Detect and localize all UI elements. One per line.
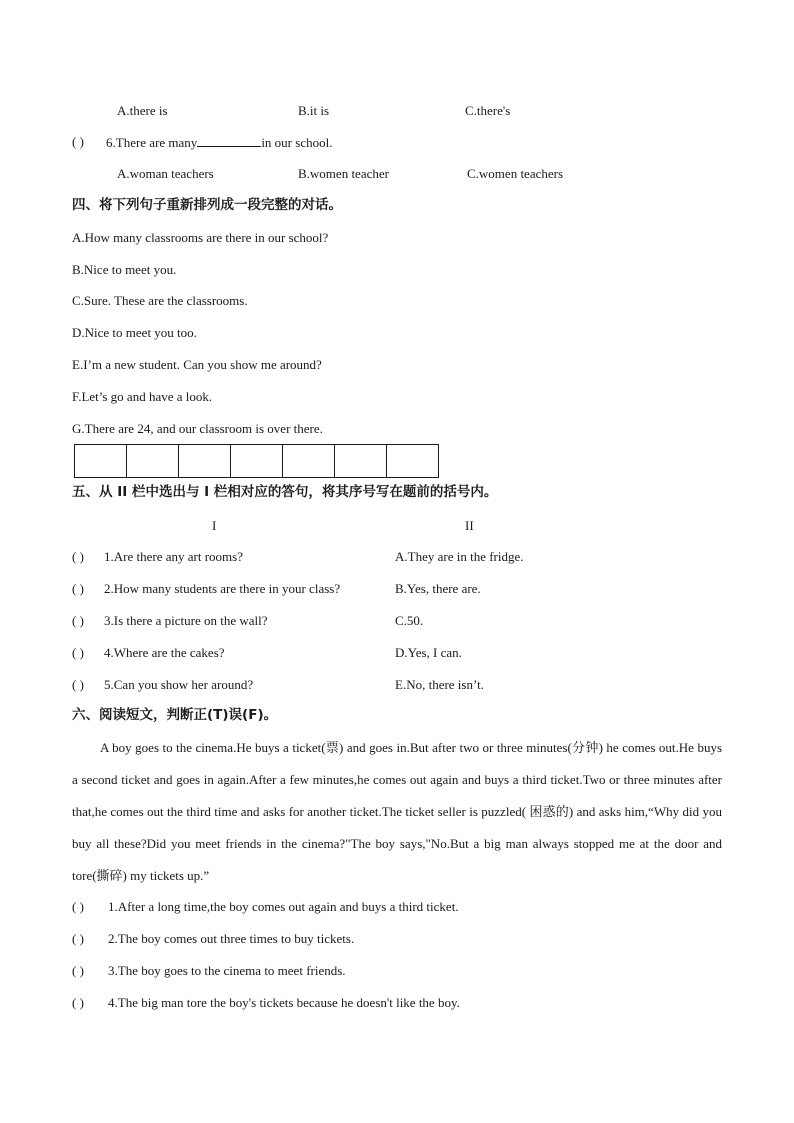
- q6-blank[interactable]: [197, 134, 261, 147]
- section6-item4-paren[interactable]: ( ): [72, 995, 84, 1010]
- section6-item1-text: 1.After a long time,the boy comes out again and buys a third ticket.: [108, 899, 459, 914]
- section5-row5-question: 5.Can you show her around?: [104, 677, 254, 692]
- q6-option-b: B.women teacher: [298, 166, 389, 181]
- answer-box[interactable]: [283, 445, 335, 477]
- q6-option-a: A.woman teachers: [117, 166, 214, 181]
- q5-option-b: B.it is: [298, 103, 330, 118]
- section5-row2-question: 2.How many students are there in your class?: [104, 581, 341, 596]
- section5-row4-paren[interactable]: ( ): [72, 645, 84, 660]
- section5-row5-paren[interactable]: ( ): [72, 677, 84, 692]
- answer-box[interactable]: [335, 445, 387, 477]
- section5-col2-header: II: [465, 518, 474, 533]
- q6-stem: [106, 134, 332, 151]
- section5-row4-answer: D.Yes, I can.: [395, 645, 462, 660]
- answer-box-row: [74, 444, 439, 478]
- answer-box[interactable]: [231, 445, 283, 477]
- section5-row2-paren[interactable]: ( ): [72, 581, 84, 596]
- section5-heading: 五、从 II 栏中选出与 I 栏相对应的答句，将其序号写在题前的括号内。: [72, 484, 498, 500]
- section4-sentence-c: C.Sure. These are the classrooms.: [72, 293, 248, 308]
- section6-item3-paren[interactable]: ( ): [72, 963, 84, 978]
- section5-row2-answer: B.Yes, there are.: [395, 581, 481, 596]
- section5-row1-answer: A.They are in the fridge.: [395, 549, 524, 564]
- answer-box[interactable]: [75, 445, 127, 477]
- section6-item2-text: 2.The boy comes out three times to buy tickets.: [108, 931, 355, 946]
- reading-passage: A boy goes to the cinema.He buys a ticket(票) and goes in.But after two or three minutes(分钟) he comes out.He buys a second ticket and goes in again.After a few minutes,he comes out again and buys a third ticket.Two or three minutes after that,he comes out the third time and asks for another ticket.The ticket seller is puzzled( 困惑的) and asks him,“Why did you buy all these?Did you meet friends in the cinema?"The boy says,"No.But a big man always stopped me at the door and tore(撕碎) my tickets up.”: [72, 740, 722, 883]
- section5-row5-answer: E.No, there isn’t.: [395, 677, 484, 692]
- section6-item3-text: 3.The boy goes to the cinema to meet friends.: [108, 963, 346, 978]
- section5-row3-answer: C.50.: [395, 613, 424, 628]
- q6-option-c: C.women teachers: [467, 166, 564, 181]
- section6-heading: 六、阅读短文，判断正(T)误(F)。: [72, 707, 278, 723]
- section4-heading: 四、将下列句子重新排列成一段完整的对话。: [72, 197, 342, 213]
- section6-item2-paren[interactable]: ( ): [72, 931, 84, 946]
- section4-sentence-e: E.I’m a new student. Can you show me around?: [72, 357, 322, 372]
- q5-option-c: C.there's: [465, 103, 511, 118]
- section4-sentence-b: B.Nice to meet you.: [72, 262, 177, 277]
- section5-col1-header: I: [212, 518, 217, 533]
- answer-box[interactable]: [127, 445, 179, 477]
- answer-box[interactable]: [387, 445, 438, 477]
- section6-item4-text: 4.The big man tore the boy's tickets because he doesn't like the boy.: [108, 995, 460, 1010]
- q6-stem-before: 6.There are many: [106, 135, 198, 150]
- section6-item1-paren[interactable]: ( ): [72, 899, 84, 914]
- section4-sentence-d: D.Nice to meet you too.: [72, 325, 197, 340]
- q5-option-a: A.there is: [117, 103, 168, 118]
- q6-stem-after: in our school.: [261, 135, 333, 150]
- answer-box[interactable]: [179, 445, 231, 477]
- section5-row1-question: 1.Are there any art rooms?: [104, 549, 243, 564]
- q6-answer-paren[interactable]: ( ): [72, 134, 84, 149]
- section5-row1-paren[interactable]: ( ): [72, 549, 84, 564]
- section5-row3-question: 3.Is there a picture on the wall?: [104, 613, 268, 628]
- section5-row4-question: 4.Where are the cakes?: [104, 645, 225, 660]
- section4-sentence-f: F.Let’s go and have a look.: [72, 389, 213, 404]
- section5-row3-paren[interactable]: ( ): [72, 613, 84, 628]
- section4-sentence-g: G.There are 24, and our classroom is over there.: [72, 421, 323, 436]
- section4-sentence-a: A.How many classrooms are there in our school?: [72, 230, 329, 245]
